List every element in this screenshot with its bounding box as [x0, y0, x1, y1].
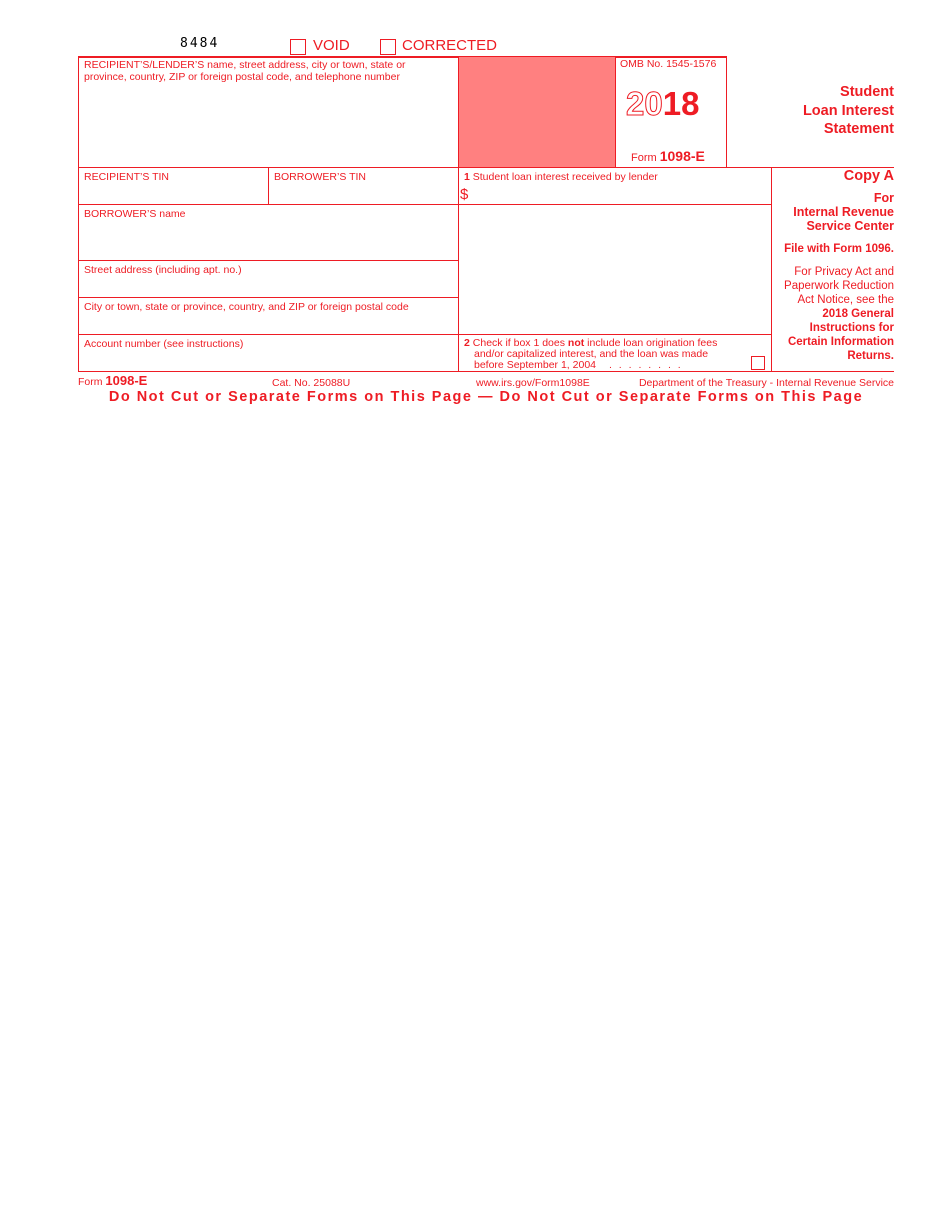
form-id-header — [631, 148, 705, 164]
instructions-line4: Returns. — [847, 350, 894, 362]
grid-line — [771, 167, 772, 372]
box2-line1-not: not — [567, 337, 585, 349]
file-with-note: File with Form 1096. — [784, 243, 894, 255]
footer-form-prefix: Form — [78, 376, 103, 388]
copy-label: Copy A — [843, 168, 894, 184]
city-state-zip-field[interactable] — [80, 314, 456, 332]
borrower-name-label: BORROWER’S name — [84, 208, 186, 220]
footer-form-id — [78, 373, 147, 388]
grid-line — [726, 56, 727, 167]
box1-text: Student loan interest received by lender — [472, 171, 658, 183]
form-code: 8484 — [180, 36, 220, 51]
grid-line — [78, 260, 458, 261]
shaded-box — [459, 57, 615, 167]
title-line2: Loan Interest — [802, 102, 894, 119]
copy-for-label: For — [873, 191, 894, 205]
box1-amount-field[interactable] — [472, 184, 768, 202]
tax-year-outline: 20 — [626, 85, 663, 122]
city-state-zip-label: City or town, state or province, country, and ZIP or foreign postal code — [84, 301, 409, 313]
grid-line — [78, 297, 458, 298]
omb-number: OMB No. 1545-1576 — [620, 58, 717, 70]
privacy-line1: For Privacy Act and — [794, 266, 894, 278]
street-address-field[interactable] — [80, 277, 456, 295]
privacy-notice — [784, 265, 894, 363]
grid-line — [78, 334, 771, 335]
privacy-line2: Paperwork Reduction — [784, 280, 894, 292]
void-label: VOID — [313, 37, 350, 54]
copy-irs-line2: Service Center — [806, 219, 894, 233]
instructions-line3: Certain Information — [787, 336, 894, 348]
recipient-tin-field[interactable] — [80, 184, 266, 202]
corrected-checkbox[interactable] — [380, 39, 396, 55]
recipient-lender-label-line1: RECIPIENT’S/LENDER’S name, street address, city or town, state or — [84, 59, 406, 71]
footer-cat-no: Cat. No. 25088U — [272, 377, 351, 389]
grid-line — [268, 167, 269, 204]
grid-line — [78, 56, 79, 372]
account-number-label: Account number (see instructions) — [84, 338, 244, 350]
footer-url: www.irs.gov/Form1098E — [476, 377, 590, 389]
account-number-field[interactable] — [80, 351, 456, 369]
box2-checkbox[interactable] — [751, 356, 765, 370]
box1-label — [464, 171, 658, 183]
tax-year-bold: 18 — [662, 85, 700, 122]
copy-for — [793, 191, 894, 233]
box1-currency: $ — [460, 186, 469, 203]
footer-form-number: 1098-E — [105, 373, 148, 388]
tax-year — [626, 86, 699, 122]
privacy-line3: Act Notice, see the — [797, 294, 894, 306]
recipient-lender-label-line2: province, country, ZIP or foreign postal code, and telephone number — [84, 71, 400, 83]
void-checkbox[interactable] — [290, 39, 306, 55]
title-line1: Student — [840, 84, 894, 100]
footer-department: Department of the Treasury - Internal Revenue Service — [638, 377, 894, 389]
box2-label — [464, 338, 764, 371]
instructions-line1: 2018 General — [822, 308, 894, 320]
recipient-lender-label — [84, 59, 454, 83]
street-address-label: Street address (including apt. no.) — [84, 264, 242, 276]
box2-line3-row — [464, 360, 764, 371]
instructions-line2: Instructions for — [809, 322, 894, 334]
copy-irs-line1: Internal Revenue — [793, 205, 894, 219]
box2-line1-a: Check if box 1 does — [472, 337, 565, 349]
grid-line — [615, 56, 616, 167]
box2-dots: . . . . . . . . — [608, 359, 683, 371]
recipient-lender-field[interactable] — [80, 86, 456, 164]
do-not-cut-notice: Do Not Cut or Separate Forms on This Page — Do Not Cut or Separate Forms on This Page — [108, 389, 864, 405]
box2-line3: before September 1, 2004 — [474, 359, 597, 371]
form-title — [803, 83, 894, 139]
box2-number: 2 — [464, 337, 470, 349]
form-number: 1098-E — [659, 148, 705, 164]
recipient-tin-label: RECIPIENT’S TIN — [84, 171, 169, 183]
box2-line2: and/or capitalized interest, and the loan was made — [474, 348, 709, 360]
borrower-tin-label: BORROWER’S TIN — [274, 171, 366, 183]
grid-line — [78, 204, 458, 205]
borrower-tin-field[interactable] — [270, 184, 456, 202]
title-line3: Statement — [823, 121, 894, 137]
box1-number: 1 — [464, 171, 470, 183]
grid-line — [458, 204, 771, 205]
box2-line1-b: include loan origination fees — [587, 337, 718, 349]
borrower-name-field[interactable] — [80, 222, 456, 258]
corrected-label: CORRECTED — [402, 37, 498, 54]
form-prefix: Form — [631, 152, 657, 164]
